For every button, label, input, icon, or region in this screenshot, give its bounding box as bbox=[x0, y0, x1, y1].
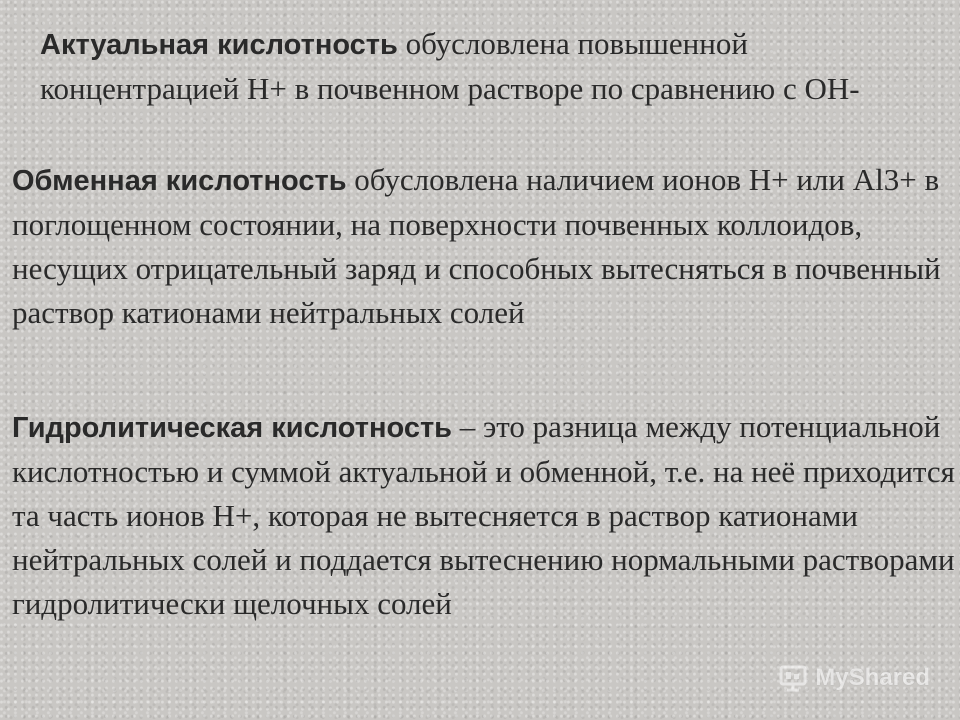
term-exchange-acidity: Обменная кислотность bbox=[12, 165, 347, 197]
watermark bbox=[779, 664, 930, 692]
paragraph-hydrolytic-acidity bbox=[12, 405, 957, 626]
watermark-text: MyShared bbox=[815, 664, 930, 691]
presentation-icon bbox=[779, 664, 807, 692]
paragraph-exchange-acidity bbox=[12, 158, 957, 335]
paragraph-actual-acidity bbox=[40, 22, 940, 111]
term-actual-acidity: Актуальная кислотность bbox=[40, 29, 398, 61]
definition-actual-acidity: обусловлена повышенной концентрацией Н+ в почвенном растворе по сравнению с ОН- bbox=[40, 26, 860, 106]
definition-exchange-acidity: обусловлена наличием ионов Н+ или Al3+ в поглощенном состоянии, на поверхности почвенных коллоидов, несущих отрицательный заряд и способных вытесняться в почвенный раствор катионами нейтральных солей bbox=[12, 162, 941, 330]
definition-hydrolytic-acidity: – это разница между потенциальной кислотностью и суммой актуальной и обменной, т.е. на неё приходится та часть ионов Н+, которая не вытесняется в раствор катионами нейтральных солей и поддается вытеснению нормальными растворами гидролитически щелочных солей bbox=[12, 409, 955, 621]
term-hydrolytic-acidity: Гидролитическая кислотность bbox=[12, 412, 452, 444]
